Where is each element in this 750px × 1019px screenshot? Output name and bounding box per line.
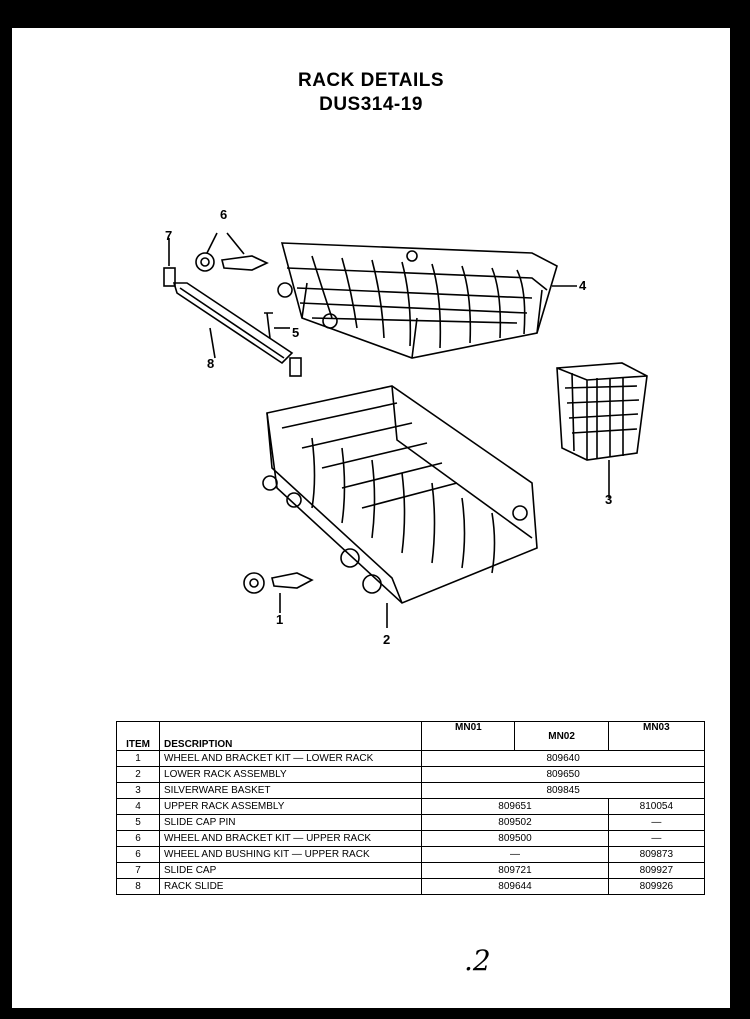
row-item: 2 <box>117 767 160 783</box>
row-part-mn03: — <box>608 815 704 831</box>
callout-1: 1 <box>276 612 284 627</box>
row-part-mn01-02: 809651 <box>422 799 608 815</box>
row-description: RACK SLIDE <box>160 879 422 895</box>
row-part-mn01-02: 809644 <box>422 879 608 895</box>
row-part-mn03: 810054 <box>608 799 704 815</box>
row-part-all: 809650 <box>422 767 705 783</box>
table-row <box>117 767 705 783</box>
callout-5: 5 <box>292 325 300 340</box>
row-part-all: 809845 <box>422 783 705 799</box>
row-item: 1 <box>117 751 160 767</box>
row-part-all: 809640 <box>422 751 705 767</box>
row-part-mn03: — <box>608 831 704 847</box>
rack-exploded-diagram <box>12 28 730 688</box>
row-item: 6 <box>117 831 160 847</box>
callout-3: 3 <box>605 492 613 507</box>
table-row <box>117 847 705 863</box>
table-row <box>117 751 705 767</box>
table-row <box>117 863 705 879</box>
callout-7: 7 <box>165 228 173 243</box>
row-item: 7 <box>117 863 160 879</box>
row-part-mn01-02: 809502 <box>422 815 608 831</box>
header-item: ITEM <box>117 722 160 751</box>
row-part-mn01-02: 809500 <box>422 831 608 847</box>
table-row <box>117 783 705 799</box>
callout-2: 2 <box>383 632 391 647</box>
model-number: DUS314-19 <box>319 94 423 115</box>
row-item: 4 <box>117 799 160 815</box>
header-mn02: MN02 <box>515 722 608 751</box>
callout-6: 6 <box>220 207 228 222</box>
row-description: SLIDE CAP <box>160 863 422 879</box>
table-row <box>117 831 705 847</box>
callout-8: 8 <box>207 356 215 371</box>
row-description: WHEEL AND BRACKET KIT — UPPER RACK <box>160 831 422 847</box>
header-mn01: MN01 <box>422 722 515 751</box>
callout-4: 4 <box>579 278 587 293</box>
slide-cap-pin-drawing <box>264 313 290 338</box>
header-description: DESCRIPTION <box>160 722 422 751</box>
row-part-mn03: 809926 <box>608 879 704 895</box>
page-title: RACK DETAILS <box>297 70 445 91</box>
lower-rack-drawing <box>263 386 537 603</box>
upper-rack-drawing <box>278 243 557 358</box>
table-row <box>117 799 705 815</box>
row-item: 5 <box>117 815 160 831</box>
row-item: 8 <box>117 879 160 895</box>
table-row <box>117 879 705 895</box>
row-part-mn01-02: — <box>422 847 608 863</box>
row-item: 6 <box>117 847 160 863</box>
row-part-mn01-02: 809721 <box>422 863 608 879</box>
table-header-row <box>117 722 705 751</box>
rack-slide-drawing <box>174 283 292 363</box>
row-item: 3 <box>117 783 160 799</box>
row-description: LOWER RACK ASSEMBLY <box>160 767 422 783</box>
lower-wheel-kit-drawing <box>244 573 312 613</box>
page-note: .2 <box>464 944 491 977</box>
row-description: WHEEL AND BUSHING KIT — UPPER RACK <box>160 847 422 863</box>
row-part-mn03: 809927 <box>608 863 704 879</box>
row-description: WHEEL AND BRACKET KIT — LOWER RACK <box>160 751 422 767</box>
silverware-basket-drawing <box>557 363 647 498</box>
parts-table <box>116 721 705 895</box>
row-description: SILVERWARE BASKET <box>160 783 422 799</box>
row-description: SLIDE CAP PIN <box>160 815 422 831</box>
document-page <box>12 28 730 1008</box>
header-mn03: MN03 <box>608 722 704 751</box>
upper-wheel-kit-drawing <box>196 233 267 271</box>
table-row <box>117 815 705 831</box>
row-description: UPPER RACK ASSEMBLY <box>160 799 422 815</box>
row-part-mn03: 809873 <box>608 847 704 863</box>
